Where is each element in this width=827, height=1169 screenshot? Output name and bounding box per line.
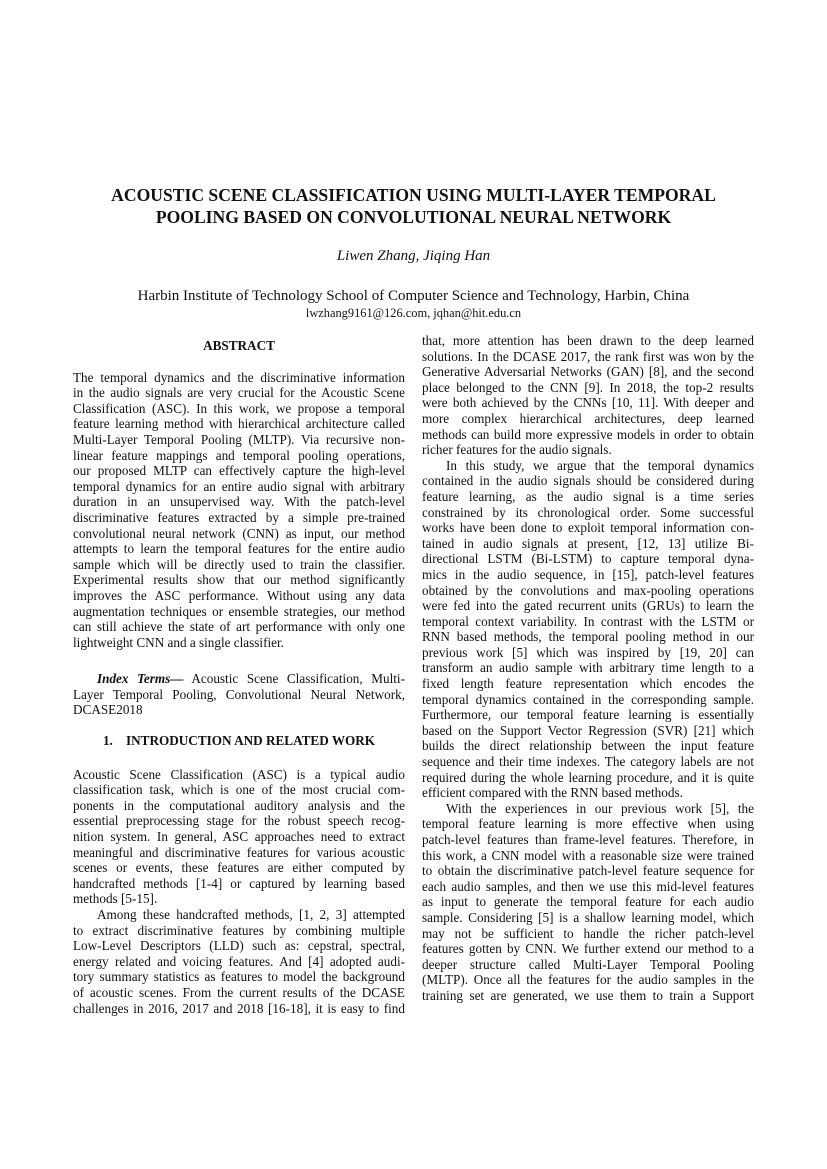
- text-line: challenges in 2016, 2017 and 2018 [16-18], it is easy to find: [73, 1000, 405, 1016]
- text-line: obtained by the convolutions and max-pooling operations: [422, 582, 754, 598]
- text-line: Among these handcrafted methods, [1, 2, 3] attempted: [97, 906, 405, 922]
- text-line: can still achieve the state of art performance with only one: [73, 619, 405, 635]
- section-1: [73, 733, 405, 1016]
- text-line: Classification (ASC). In this work, we propose a temporal: [73, 400, 405, 416]
- text-line: efficient compared with the RNN based methods.: [422, 785, 683, 801]
- text-line: Acoustic Scene Classification (ASC) is a typical audio: [73, 766, 405, 782]
- text-line: RNN based methods, the temporal pooling method in our: [422, 629, 754, 645]
- paper-title: [40, 184, 787, 228]
- text-line: (MLTP). Once all the features for the audio samples in the: [422, 972, 754, 988]
- text-line: transform an audio sample with arbitrary time length to a: [422, 660, 754, 676]
- paragraph: [73, 907, 405, 1016]
- text-line: methods can build more expressive models in order to obtain: [422, 426, 754, 442]
- text-line: that, more attention has been drawn to the deep learned: [422, 333, 754, 348]
- index-terms: [73, 671, 405, 718]
- text-line: mics in the audio sequence, in [15], patch-level features: [422, 566, 754, 582]
- text-line: feature learning, as the audio signal is a time series: [422, 488, 754, 504]
- text-line: Low-Level Descriptors (LLD) such as: cepstral, spectral,: [73, 938, 405, 954]
- text-line: patch-level features than frame-level features. Therefore, in: [422, 832, 754, 847]
- affiliation: Harbin Institute of Technology School of Computer Science and Technology, Harbin, China: [137, 288, 690, 304]
- text-line: lightweight CNN and a single classifier.: [73, 634, 284, 650]
- text-line: duration in an unsupervised way. With the patch-level: [73, 494, 405, 510]
- text-line: were fed into the gated recurrent units (GRUs) to learn the: [422, 598, 754, 614]
- text-line: solutions. In the DCASE 2017, the rank first was won by the: [422, 348, 754, 364]
- paragraph: [422, 333, 754, 458]
- text-line: temporal dynamics contained in the corresponding sample.: [422, 691, 754, 707]
- text-line: nition system. In general, ASC approaches need to extract: [73, 828, 405, 844]
- text-line: scenes or events, these features are either computed by: [73, 860, 405, 876]
- text-line: augmentation techniques or ensemble strategies, our method: [73, 603, 405, 619]
- abstract-body: [73, 370, 405, 651]
- text-line: directional LSTM (Bi-LSTM) to capture temporal dyna-: [422, 551, 754, 567]
- text-line: In this study, we argue that the temporal dynamics: [446, 457, 754, 473]
- author-emails: lwzhang9161@126.com, jqhan@hit.edu.cn: [305, 306, 522, 320]
- abstract-heading: ABSTRACT: [203, 338, 275, 353]
- text-line: linear feature mappings and temporal pooling operations,: [73, 447, 405, 463]
- text-line: temporal context variability. In contrast with the LSTM or: [422, 613, 754, 629]
- text-line: may not be sufficient to handle the richer patch-level: [422, 925, 754, 941]
- text-line: ponents in the computational auditory analysis and the: [73, 797, 405, 813]
- text-line: Furthermore, our temporal feature learning is essentially: [422, 707, 754, 723]
- text-line: convolutional neural network (CNN) as input, our method: [73, 525, 405, 541]
- text-line: previous work [5] which was inspired by [19, 20] can: [422, 644, 754, 660]
- index-terms-text: Acoustic Scene Classification, Multi-: [191, 671, 405, 686]
- index-terms-line: DCASE2018: [73, 702, 143, 718]
- text-line: sequence and their time indexes. The category labels are not: [422, 754, 754, 770]
- text-line: energy related and voicing features. And [4] adopted audi-: [73, 953, 405, 969]
- text-line: sample. Considering [5] is a shallow learning model, which: [422, 909, 754, 925]
- index-terms-line: [73, 671, 405, 687]
- text-line: this work, a CNN model with a reasonable size were trained: [422, 847, 754, 863]
- text-line: Experimental results show that our method significantly: [73, 572, 405, 588]
- title-line: POOLING BASED ON CONVOLUTIONAL NEURAL NETWORK: [155, 207, 672, 227]
- authors: Liwen Zhang, Jiqing Han: [336, 248, 491, 264]
- text-line: based on the Support Vector Regression (SVR) [21] which: [422, 722, 754, 738]
- text-line: tory summary statistics as features to model the background: [73, 969, 405, 985]
- text-line: attempts to learn the temporal features for the entire audio: [73, 541, 405, 557]
- abstract-section: [73, 338, 405, 650]
- index-terms-line: Layer Temporal Pooling, Convolutional Neural Network,: [73, 686, 405, 702]
- text-line: With the experiences in our previous work [5], the: [446, 800, 754, 816]
- text-line: tained in audio signals at present, [12, 13] utilize Bi-: [422, 535, 754, 551]
- text-line: classification task, which is one of the most crucial com-: [73, 782, 405, 798]
- left-column-body: [73, 767, 405, 1017]
- paragraph: [422, 458, 754, 801]
- text-line: Generative Adversarial Networks (GAN) [8], and the second: [422, 364, 754, 380]
- text-line: richer features for the audio signals.: [422, 442, 612, 458]
- text-line: more complex hierarchical architectures, deep learned: [422, 410, 754, 426]
- title-line: ACOUSTIC SCENE CLASSIFICATION USING MULTI-LAYER TEMPORAL: [111, 185, 716, 205]
- text-line: training set are generated, we use them to train a Support: [422, 987, 754, 1003]
- text-line: each audio samples, and then we use this mid-level features: [422, 878, 754, 894]
- text-line: in the audio signals are very crucial for the Acoustic Scene: [73, 385, 405, 401]
- text-line: builds the direct relationship between the input feature: [422, 738, 754, 754]
- text-line: of acoustic scenes. From the current results of the DCASE: [73, 984, 405, 1000]
- text-line: methods [5-15].: [73, 891, 158, 907]
- text-line: features gotten by CNN. We further extend our method to a: [422, 941, 754, 957]
- text-line: temporal dynamics for an entire audio signal with arbitrary: [73, 478, 405, 494]
- text-line: temporal feature learning is more effective when using: [422, 816, 754, 832]
- text-line: to extract discriminative features by combining multiple: [73, 922, 405, 938]
- index-terms-label: Index Terms—: [97, 671, 184, 686]
- text-line: constrained by its chronological order. Some successful: [422, 504, 754, 520]
- text-line: our proposed MLTP can effectively capture the high-level: [73, 463, 405, 479]
- text-line: fixed length feature representation which encodes the: [422, 676, 754, 692]
- text-line: contained in the audio signals should be considered during: [422, 473, 754, 489]
- text-line: meaningful and discriminative features for various acoustic: [73, 844, 405, 860]
- text-line: Multi-Layer Temporal Pooling (MLTP). Via recursive non-: [73, 431, 405, 447]
- text-line: The temporal dynamics and the discriminative information: [73, 369, 405, 385]
- text-line: deeper structure called Multi-Layer Temporal Pooling: [422, 956, 754, 972]
- text-line: as input to generate the temporal feature for each audio: [422, 894, 754, 910]
- text-line: discriminative features extracted by a simple pre-trained: [73, 509, 405, 525]
- text-line: essential preprocessing stage for the robust speech recog-: [73, 813, 405, 829]
- text-line: to obtain the discriminative patch-level feature sequence for: [422, 863, 754, 879]
- text-line: handcrafted methods [1-4] or captured by learning based: [73, 875, 405, 891]
- right-column-body: [422, 333, 754, 1004]
- text-line: feature learning method with hierarchical architecture called: [73, 416, 405, 432]
- text-line: improves the ASC performance. Without using any data: [73, 587, 405, 603]
- text-line: sample which will be directly used to train the classifier.: [73, 556, 405, 572]
- text-line: place belonged to the CNN [9]. In 2018, the top-2 results: [422, 379, 754, 395]
- section-heading: 1. INTRODUCTION AND RELATED WORK: [102, 733, 376, 748]
- text-line: were both achieved by the CNNs [10, 11]. With deeper and: [422, 395, 754, 411]
- text-line: works have been done to exploit temporal information con-: [422, 520, 754, 536]
- paragraph: [73, 767, 405, 907]
- text-line: required during the whole learning procedure, and it is quite: [422, 769, 754, 785]
- paragraph: [422, 801, 754, 1004]
